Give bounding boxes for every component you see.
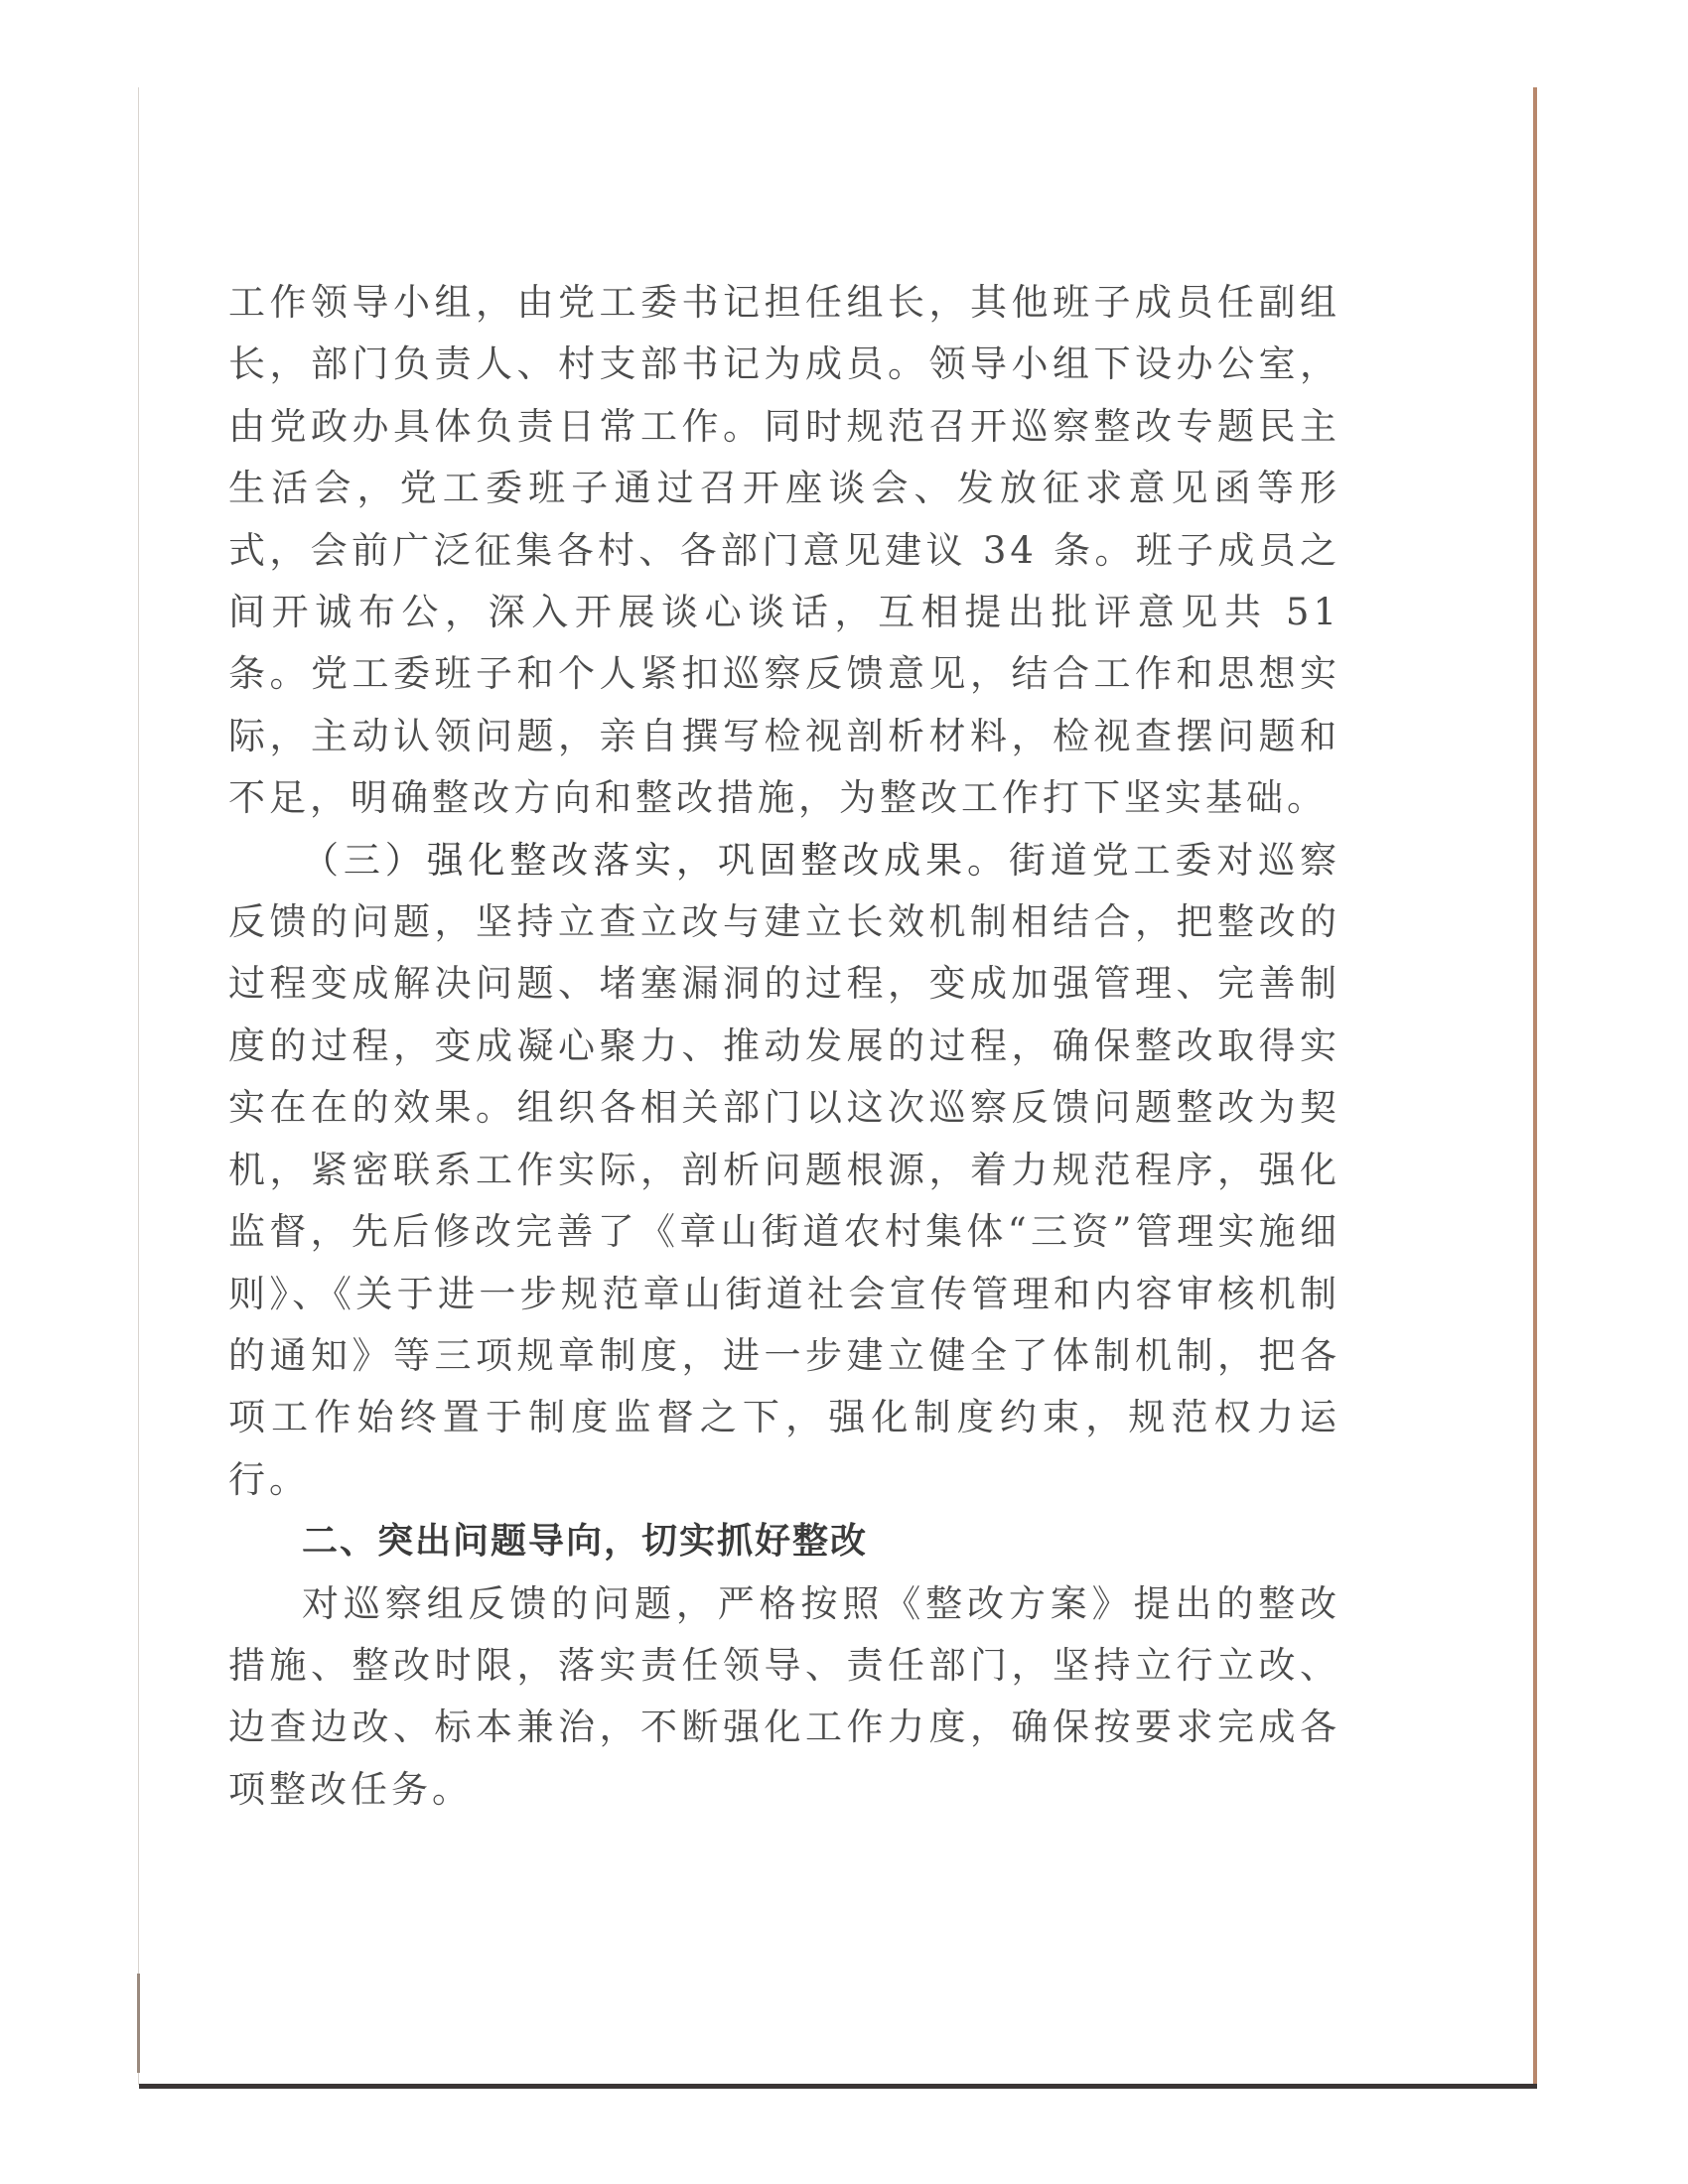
subsection-lead: （三）强化整改落实，巩固整改成果。 — [302, 838, 1009, 882]
paragraph-rectification-implementation — [228, 830, 1340, 1511]
section-heading: 二、突出问题导向，切实抓好整改 — [302, 1521, 869, 1563]
paragraph-leadership-group — [228, 272, 1340, 830]
paragraph-text: 街道党工委对巡察反馈的问题，坚持立查立改与建立长效机制相结合，把整改的过程变成解决问题、堵塞漏洞的过程，变成加强管理、完善制度的过程，变成凝心聚力、推动发展的过程，确保整改取得实实在在的效果。组织各相关部门以这次巡察反馈问题整改为契机，紧密联系工作实际，剖析问题根源，着力规范程序，强化监督，先后修改完善了《章山街道农村集体“三资”管理实施细则》、《关于进一步规范章山街道社会宣传管理和内容审核机制的通知》等三项规章制度，进一步建立健全了体制机制，把各项工作始终置于制度监督之下，强化制度约束，规范权力运行。 — [228, 838, 1340, 1501]
paragraph-problem-oriented — [228, 1573, 1340, 1822]
paragraph-text: 对巡察组反馈的问题，严格按照《整改方案》提出的整改措施、整改时限，落实责任领导、责任部门，坚持立行立改、边查边改、标本兼治，不断强化工作力度，确保按要求完成各项整改任务。 — [228, 1581, 1340, 1811]
paragraph-text: 工作领导小组，由党工委书记担任组长，其他班子成员任副组长，部门负责人、村支部书记为成员。领导小组下设办公室，由党政办具体负责日常工作。同时规范召开巡察整改专题民主生活会，党工委班子通过召开座谈会、发放征求意见函等形式，会前广泛征集各村、各部门意见建议 34 条。班子成员之间开诚布公，深入开展谈心谈话，互相提出批评意见共 51 条。党工委班子和个人紧扣巡察反馈意见，结合工作和思想实际，主动认领问题，亲自撰写检视剖析材料，检视查摆问题和不足，明确整改方向和整改措施，为整改工作打下坚实基础。 — [228, 281, 1340, 820]
document-body — [228, 272, 1340, 1821]
